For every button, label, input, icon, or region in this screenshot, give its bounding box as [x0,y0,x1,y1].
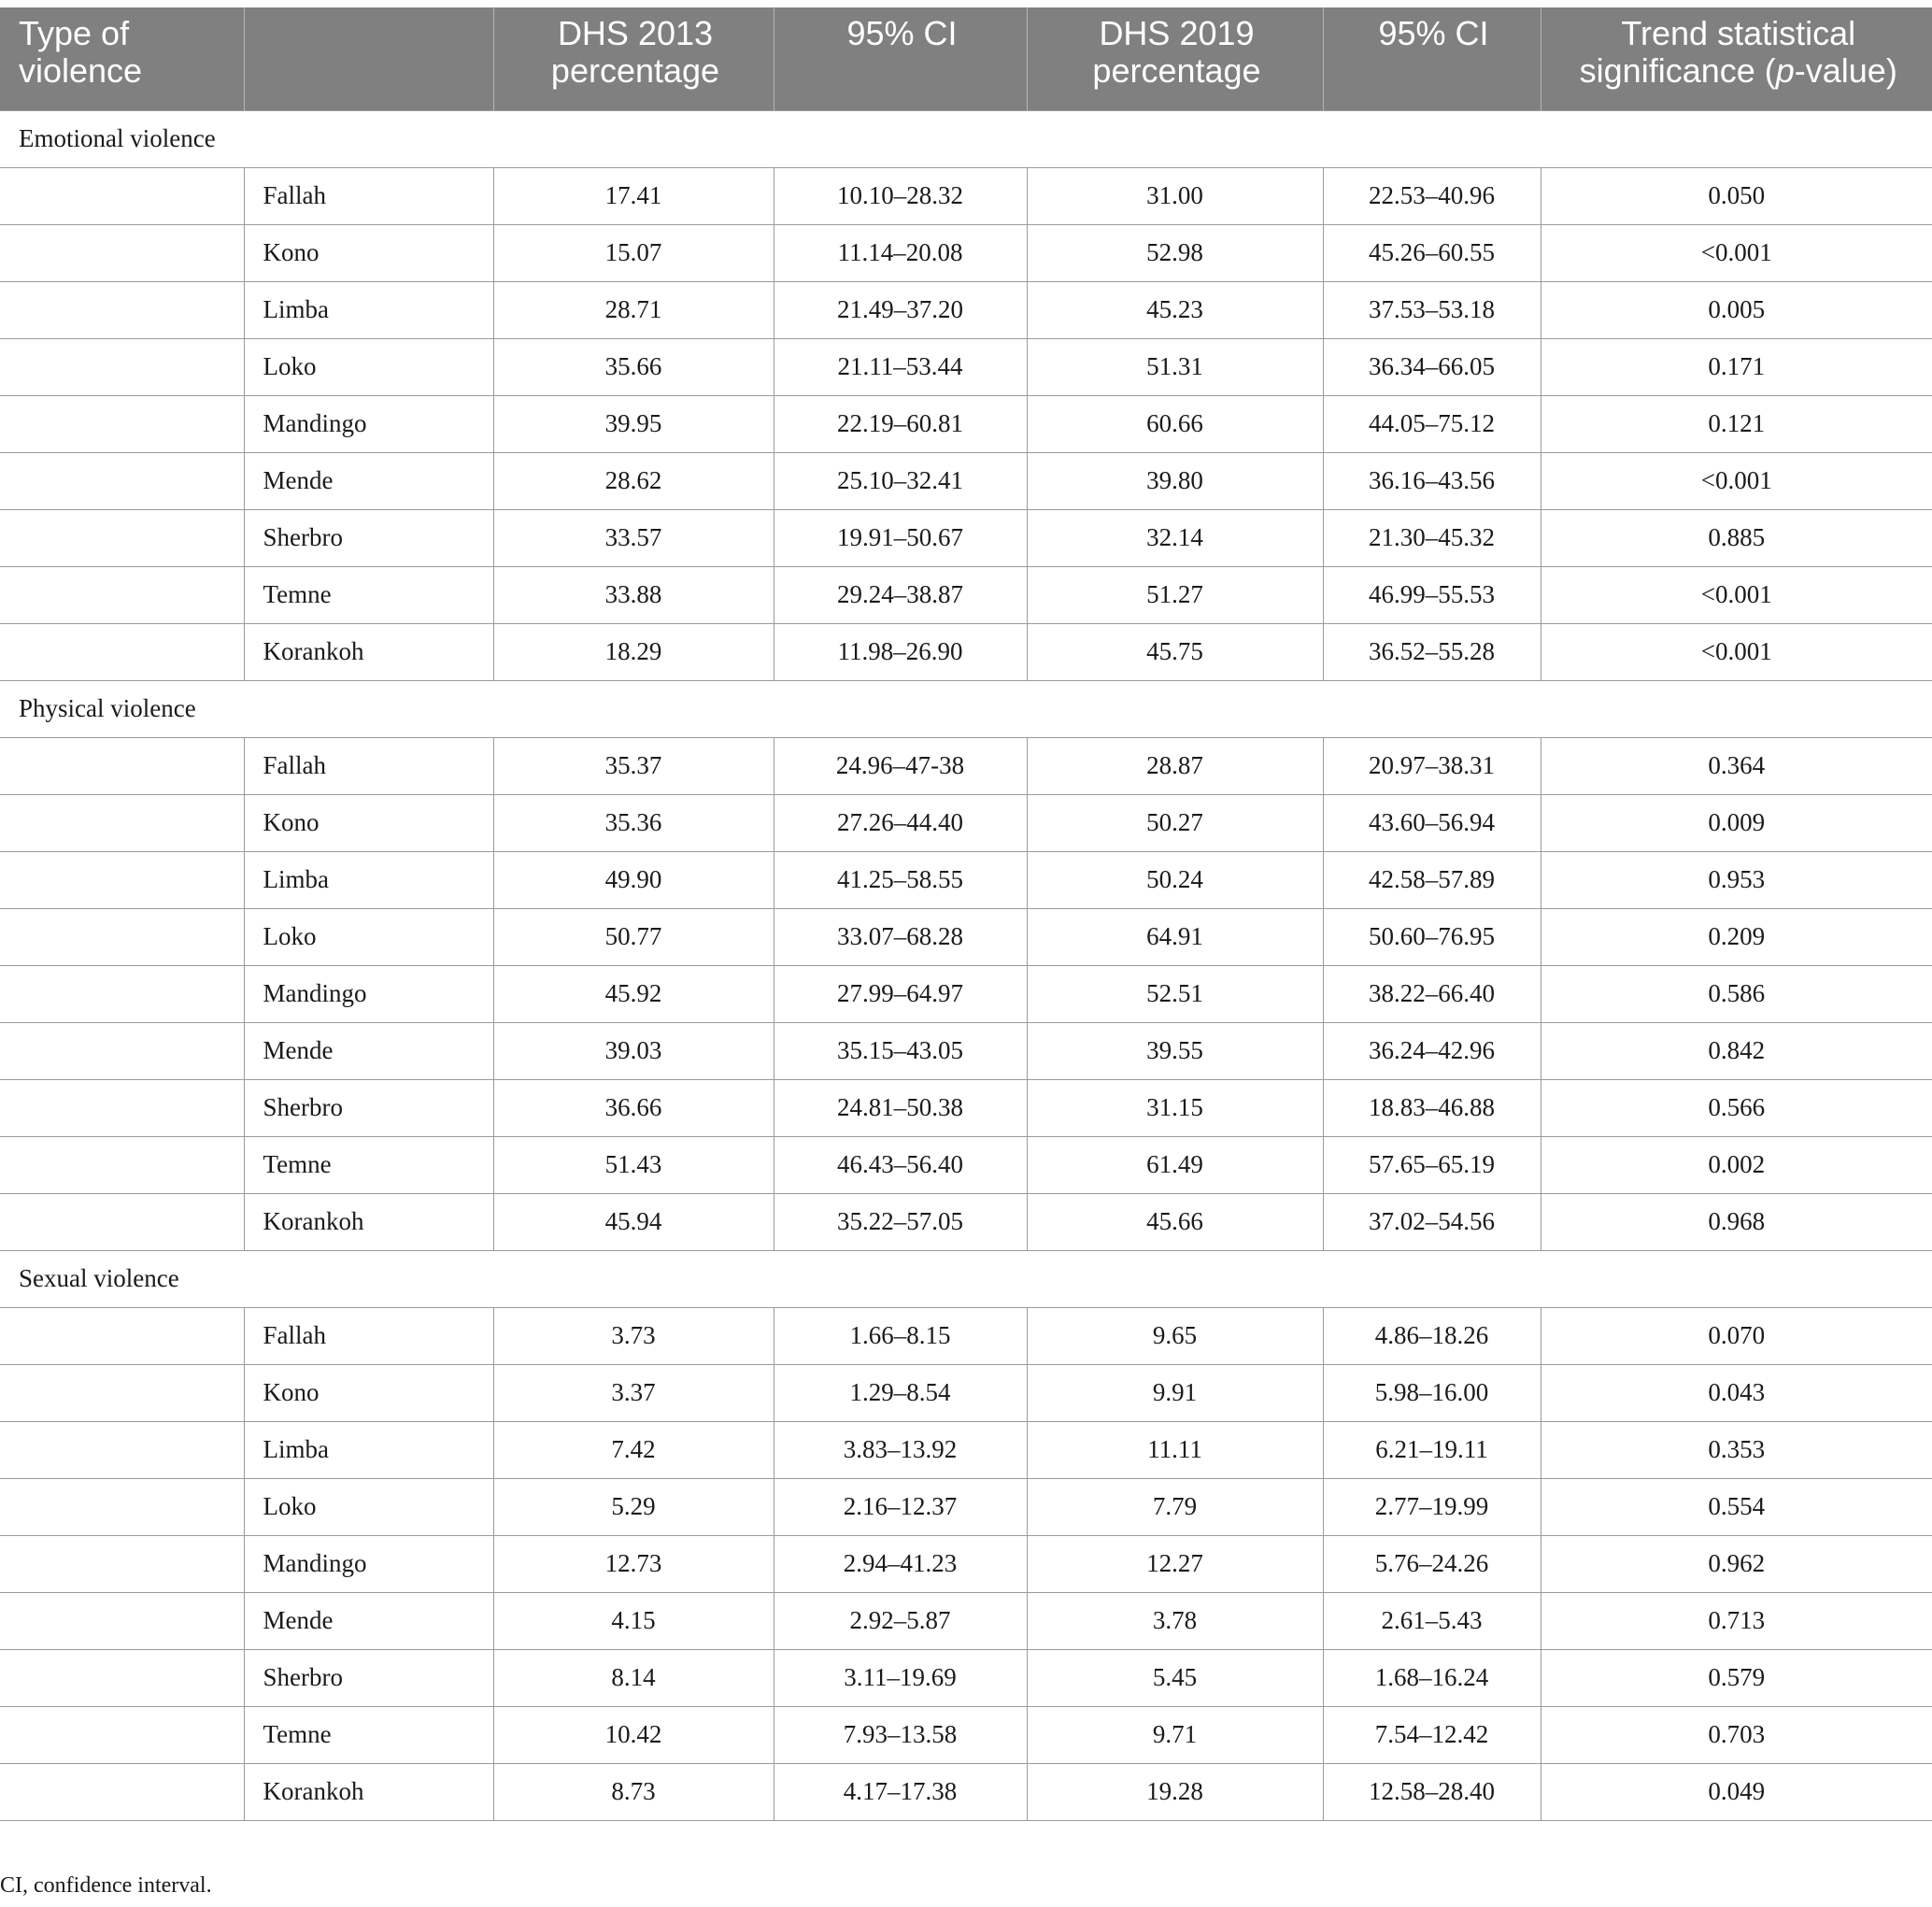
ethnic-group-cell: Korankoh [244,1193,493,1250]
table-row [0,1649,1932,1706]
ci2019-cell: 42.58–57.89 [1323,851,1541,908]
table-row [0,1136,1932,1193]
ethnic-group-cell: Sherbro [244,509,493,566]
table-row [0,167,1932,224]
header-trend-suffix: -value) [1794,51,1897,90]
ethnic-group-cell: Sherbro [244,1079,493,1136]
dhs2019-percentage-cell: 52.51 [1027,965,1323,1022]
dhs2019-percentage-cell: 64.91 [1027,908,1323,965]
ci2019-cell: 7.54–12.42 [1323,1706,1541,1763]
p-value-cell: 0.953 [1541,851,1932,908]
ci2019-cell: 2.61–5.43 [1323,1592,1541,1649]
blank-type-cell [0,1022,244,1079]
ethnic-group-cell: Mandingo [244,395,493,452]
dhs2019-percentage-cell: 9.71 [1027,1706,1323,1763]
ethnic-group-cell: Mende [244,452,493,509]
ci2013-cell: 25.10–32.41 [774,452,1027,509]
blank-type-cell [0,167,244,224]
dhs2019-percentage-cell: 11.11 [1027,1421,1323,1478]
ethnic-group-cell: Sherbro [244,1649,493,1706]
p-value-cell: 0.703 [1541,1706,1932,1763]
table-row [0,1364,1932,1421]
ethnic-group-cell: Temne [244,1706,493,1763]
ci2013-cell: 24.81–50.38 [774,1079,1027,1136]
p-value-cell: 0.842 [1541,1022,1932,1079]
dhs2019-percentage-cell: 32.14 [1027,509,1323,566]
table-row [0,395,1932,452]
ethnic-group-cell: Mandingo [244,1535,493,1592]
dhs2019-percentage-cell: 45.23 [1027,281,1323,338]
dhs2013-percentage-cell: 17.41 [493,167,774,224]
ci2013-cell: 35.15–43.05 [774,1022,1027,1079]
blank-type-cell [0,1763,244,1820]
dhs2019-percentage-cell: 19.28 [1027,1763,1323,1820]
p-value-cell: 0.005 [1541,281,1932,338]
dhs2013-percentage-cell: 36.66 [493,1079,774,1136]
dhs2019-percentage-cell: 39.80 [1027,452,1323,509]
dhs2013-percentage-cell: 10.42 [493,1706,774,1763]
p-value-cell: 0.566 [1541,1079,1932,1136]
ethnic-group-cell: Limba [244,281,493,338]
table-row [0,1478,1932,1535]
ci2019-cell: 57.65–65.19 [1323,1136,1541,1193]
p-value-cell: 0.586 [1541,965,1932,1022]
ci2013-cell: 1.29–8.54 [774,1364,1027,1421]
table-row [0,1535,1932,1592]
table-row [0,1022,1932,1079]
dhs2013-percentage-cell: 45.92 [493,965,774,1022]
p-value-cell: <0.001 [1541,452,1932,509]
blank-type-cell [0,1307,244,1364]
p-value-cell: 0.353 [1541,1421,1932,1478]
dhs2019-percentage-cell: 45.66 [1027,1193,1323,1250]
group-row [0,110,1932,167]
dhs2013-percentage-cell: 8.73 [493,1763,774,1820]
ethnic-group-cell: Kono [244,1364,493,1421]
group-row [0,1250,1932,1307]
dhs2019-percentage-cell: 31.00 [1027,167,1323,224]
dhs2013-percentage-cell: 35.37 [493,737,774,794]
ethnic-group-cell: Temne [244,566,493,623]
dhs2013-percentage-cell: 45.94 [493,1193,774,1250]
ci2013-cell: 1.66–8.15 [774,1307,1027,1364]
dhs2019-percentage-cell: 51.31 [1027,338,1323,395]
dhs2013-percentage-cell: 50.77 [493,908,774,965]
table-row [0,338,1932,395]
table-row [0,851,1932,908]
dhs2013-percentage-cell: 28.71 [493,281,774,338]
ci2019-cell: 44.05–75.12 [1323,395,1541,452]
table-row [0,794,1932,851]
table-row [0,566,1932,623]
dhs2013-percentage-cell: 33.57 [493,509,774,566]
dhs2019-percentage-cell: 9.65 [1027,1307,1323,1364]
blank-type-cell [0,1079,244,1136]
p-value-cell: 0.579 [1541,1649,1932,1706]
dhs2019-percentage-cell: 3.78 [1027,1592,1323,1649]
blank-type-cell [0,1592,244,1649]
ci2013-cell: 21.49–37.20 [774,281,1027,338]
p-value-cell: 0.009 [1541,794,1932,851]
dhs2013-percentage-cell: 39.95 [493,395,774,452]
header-ci2019: 95% CI [1323,7,1541,110]
table-row [0,224,1932,281]
ci2013-cell: 27.26–44.40 [774,794,1027,851]
table-row [0,1193,1932,1250]
dhs2013-percentage-cell: 33.88 [493,566,774,623]
ci2019-cell: 6.21–19.11 [1323,1421,1541,1478]
dhs2019-percentage-cell: 5.45 [1027,1649,1323,1706]
blank-type-cell [0,338,244,395]
ci2019-cell: 21.30–45.32 [1323,509,1541,566]
table-row [0,965,1932,1022]
table-row [0,1421,1932,1478]
blank-type-cell [0,794,244,851]
blank-type-cell [0,908,244,965]
p-value-cell: 0.171 [1541,338,1932,395]
dhs2013-percentage-cell: 51.43 [493,1136,774,1193]
ci2019-cell: 1.68–16.24 [1323,1649,1541,1706]
ethnic-group-cell: Limba [244,851,493,908]
p-value-cell: 0.121 [1541,395,1932,452]
table-row [0,452,1932,509]
dhs2013-percentage-cell: 18.29 [493,623,774,680]
dhs2013-percentage-cell: 7.42 [493,1421,774,1478]
ci2013-cell: 7.93–13.58 [774,1706,1027,1763]
blank-type-cell [0,452,244,509]
p-value-cell: 0.050 [1541,167,1932,224]
header-dhs2013: DHS 2013 percentage [493,7,774,110]
table-row [0,908,1932,965]
table-row [0,509,1932,566]
blank-type-cell [0,1535,244,1592]
header-dhs2019: DHS 2019 percentage [1027,7,1323,110]
table-row [0,1763,1932,1820]
p-value-cell: 0.364 [1541,737,1932,794]
dhs2019-percentage-cell: 50.27 [1027,794,1323,851]
ethnic-group-cell: Loko [244,338,493,395]
ethnic-group-cell: Loko [244,908,493,965]
ci2019-cell: 36.16–43.56 [1323,452,1541,509]
table-row [0,1307,1932,1364]
ethnic-group-cell: Kono [244,794,493,851]
header-trend-prefix: Trend statistical significance ( [1579,14,1856,90]
ethnic-group-cell: Kono [244,224,493,281]
blank-type-cell [0,1478,244,1535]
dhs2019-percentage-cell: 61.49 [1027,1136,1323,1193]
blank-type-cell [0,395,244,452]
ethnic-group-cell: Korankoh [244,1763,493,1820]
dhs2019-percentage-cell: 50.24 [1027,851,1323,908]
ci2019-cell: 12.58–28.40 [1323,1763,1541,1820]
ci2013-cell: 33.07–68.28 [774,908,1027,965]
dhs2013-percentage-cell: 35.66 [493,338,774,395]
ci2013-cell: 10.10–28.32 [774,167,1027,224]
blank-type-cell [0,281,244,338]
dhs2019-percentage-cell: 28.87 [1027,737,1323,794]
ci2019-cell: 37.02–54.56 [1323,1193,1541,1250]
ci2013-cell: 11.14–20.08 [774,224,1027,281]
p-value-cell: 0.713 [1541,1592,1932,1649]
ci2013-cell: 22.19–60.81 [774,395,1027,452]
dhs2019-percentage-cell: 60.66 [1027,395,1323,452]
dhs2013-percentage-cell: 3.37 [493,1364,774,1421]
ci2019-cell: 4.86–18.26 [1323,1307,1541,1364]
group-label: Sexual violence [0,1250,1932,1307]
dhs2019-percentage-cell: 52.98 [1027,224,1323,281]
blank-type-cell [0,851,244,908]
p-value-cell: <0.001 [1541,224,1932,281]
ethnic-group-cell: Fallah [244,737,493,794]
ci2013-cell: 3.11–19.69 [774,1649,1027,1706]
ci2019-cell: 37.53–53.18 [1323,281,1541,338]
ci2013-cell: 24.96–47-38 [774,737,1027,794]
blank-type-cell [0,1364,244,1421]
ci2013-cell: 11.98–26.90 [774,623,1027,680]
dhs2013-percentage-cell: 15.07 [493,224,774,281]
violence-trend-table [0,7,1932,1821]
ci2019-cell: 38.22–66.40 [1323,965,1541,1022]
ethnic-group-cell: Korankoh [244,623,493,680]
p-value-cell: 0.043 [1541,1364,1932,1421]
p-value-cell: 0.885 [1541,509,1932,566]
blank-type-cell [0,1706,244,1763]
dhs2019-percentage-cell: 39.55 [1027,1022,1323,1079]
table-row [0,1592,1932,1649]
ci2019-cell: 50.60–76.95 [1323,908,1541,965]
blank-type-cell [0,623,244,680]
ci2019-cell: 2.77–19.99 [1323,1478,1541,1535]
dhs2019-percentage-cell: 9.91 [1027,1364,1323,1421]
blank-type-cell [0,224,244,281]
dhs2019-percentage-cell: 45.75 [1027,623,1323,680]
dhs2013-percentage-cell: 3.73 [493,1307,774,1364]
table-footnote: CI, confidence interval. [0,1873,212,1898]
group-label: Emotional violence [0,110,1932,167]
p-value-cell: 0.049 [1541,1763,1932,1820]
ethnic-group-cell: Mende [244,1592,493,1649]
ci2019-cell: 36.34–66.05 [1323,338,1541,395]
ci2019-cell: 45.26–60.55 [1323,224,1541,281]
table-row [0,737,1932,794]
p-value-cell: 0.962 [1541,1535,1932,1592]
dhs2019-percentage-cell: 51.27 [1027,566,1323,623]
ci2013-cell: 3.83–13.92 [774,1421,1027,1478]
p-value-cell: 0.002 [1541,1136,1932,1193]
dhs2019-percentage-cell: 7.79 [1027,1478,1323,1535]
ci2019-cell: 46.99–55.53 [1323,566,1541,623]
ci2019-cell: 20.97–38.31 [1323,737,1541,794]
dhs2013-percentage-cell: 49.90 [493,851,774,908]
ethnic-group-cell: Mandingo [244,965,493,1022]
group-row [0,680,1932,737]
ci2013-cell: 2.92–5.87 [774,1592,1027,1649]
ethnic-group-cell: Limba [244,1421,493,1478]
p-value-cell: 0.209 [1541,908,1932,965]
dhs2013-percentage-cell: 12.73 [493,1535,774,1592]
table-row [0,623,1932,680]
blank-type-cell [0,965,244,1022]
ci2019-cell: 36.52–55.28 [1323,623,1541,680]
ci2013-cell: 19.91–50.67 [774,509,1027,566]
blank-type-cell [0,737,244,794]
ethnic-group-cell: Loko [244,1478,493,1535]
p-value-cell: 0.554 [1541,1478,1932,1535]
blank-type-cell [0,1193,244,1250]
ci2013-cell: 2.16–12.37 [774,1478,1027,1535]
header-ethnic-group [244,7,493,110]
ethnic-group-cell: Fallah [244,167,493,224]
header-trend-p: p [1775,51,1795,90]
ci2013-cell: 27.99–64.97 [774,965,1027,1022]
ci2019-cell: 36.24–42.96 [1323,1022,1541,1079]
ci2019-cell: 5.98–16.00 [1323,1364,1541,1421]
group-label: Physical violence [0,680,1932,737]
ci2013-cell: 4.17–17.38 [774,1763,1027,1820]
blank-type-cell [0,509,244,566]
ci2013-cell: 29.24–38.87 [774,566,1027,623]
dhs2013-percentage-cell: 5.29 [493,1478,774,1535]
header-row [0,7,1932,110]
dhs2013-percentage-cell: 28.62 [493,452,774,509]
ethnic-group-cell: Mende [244,1022,493,1079]
header-ci2013: 95% CI [774,7,1027,110]
ci2013-cell: 2.94–41.23 [774,1535,1027,1592]
ci2019-cell: 5.76–24.26 [1323,1535,1541,1592]
dhs2013-percentage-cell: 39.03 [493,1022,774,1079]
ethnic-group-cell: Fallah [244,1307,493,1364]
ci2019-cell: 43.60–56.94 [1323,794,1541,851]
dhs2013-percentage-cell: 35.36 [493,794,774,851]
table-body [0,110,1932,1820]
table-row [0,1079,1932,1136]
blank-type-cell [0,566,244,623]
dhs2013-percentage-cell: 4.15 [493,1592,774,1649]
ethnic-group-cell: Temne [244,1136,493,1193]
blank-type-cell [0,1136,244,1193]
ci2019-cell: 22.53–40.96 [1323,167,1541,224]
table-header [0,7,1932,110]
table-row [0,281,1932,338]
ci2013-cell: 35.22–57.05 [774,1193,1027,1250]
dhs2013-percentage-cell: 8.14 [493,1649,774,1706]
p-value-cell: 0.968 [1541,1193,1932,1250]
blank-type-cell [0,1421,244,1478]
table-row [0,1706,1932,1763]
ci2013-cell: 46.43–56.40 [774,1136,1027,1193]
ci2013-cell: 41.25–58.55 [774,851,1027,908]
blank-type-cell [0,1649,244,1706]
p-value-cell: <0.001 [1541,623,1932,680]
dhs2019-percentage-cell: 31.15 [1027,1079,1323,1136]
header-type-of-violence: Type of violence [0,7,244,110]
ci2019-cell: 18.83–46.88 [1323,1079,1541,1136]
p-value-cell: 0.070 [1541,1307,1932,1364]
dhs2019-percentage-cell: 12.27 [1027,1535,1323,1592]
p-value-cell: <0.001 [1541,566,1932,623]
ci2013-cell: 21.11–53.44 [774,338,1027,395]
header-trend-significance [1541,7,1932,110]
